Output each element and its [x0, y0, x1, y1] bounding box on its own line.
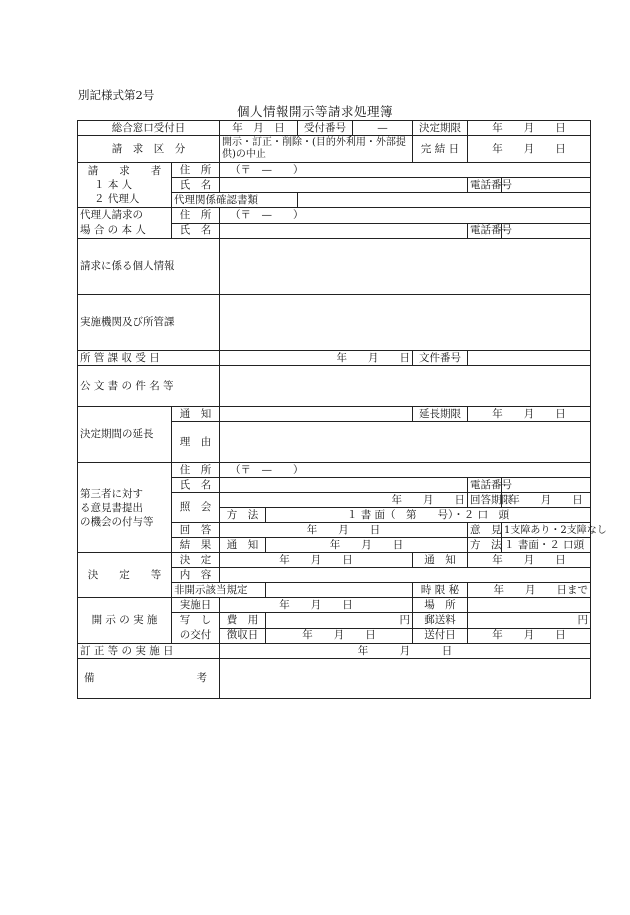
principal-label — [78, 208, 172, 239]
third-party-label-line1: 第三者に対す — [80, 487, 143, 500]
reply-deadline-date[interactable]: 年 月 日 — [502, 493, 591, 508]
request-type-options[interactable]: 開示・訂正・削除・(目的外利用・外部提供)の中止 — [220, 136, 413, 163]
collection-date-label: 徴収日 — [220, 628, 266, 644]
extension-reason-label: 理 由 — [172, 422, 220, 463]
reply-deadline-label: 回答期限 — [468, 493, 502, 508]
send-date-label: 送付日 — [413, 628, 468, 644]
fee-label: 費 用 — [220, 613, 266, 629]
decision-notice-date[interactable]: 年 月 日 — [468, 553, 591, 568]
third-party-label — [78, 463, 172, 553]
row-correction-date — [78, 644, 591, 659]
remarks-label — [78, 659, 220, 699]
requester-label — [78, 163, 172, 208]
personal-info-label: 請求に係る個人情報 — [78, 239, 220, 295]
personal-info-field[interactable] — [220, 239, 591, 295]
decision-date-label: 決 定 — [172, 553, 220, 568]
decision-deadline-field[interactable]: 年 月 日 — [468, 121, 591, 136]
remarks-field[interactable] — [220, 659, 591, 699]
extension-label: 決定期間の延長 — [78, 407, 172, 463]
row-decision — [78, 553, 591, 568]
requester-phone-field[interactable] — [502, 178, 591, 193]
requester-postal-code: （〒 — ） — [230, 163, 304, 176]
third-party-name-label: 氏 名 — [172, 478, 220, 493]
answer-label: 回 答 — [172, 523, 220, 538]
document-title: 個人情報開示等請求処理簿 — [236, 104, 393, 119]
third-party-address-label: 住 所 — [172, 463, 220, 478]
row-personal-info — [78, 239, 591, 295]
result-method-options[interactable]: １ 書面・２ 口頭 — [502, 538, 591, 553]
section-receipt-date[interactable]: 年 月 日 — [220, 351, 413, 366]
row-section-receipt — [78, 351, 591, 366]
result-notice-label: 通 知 — [220, 538, 266, 553]
exemption-label: 非開示該当規定 — [172, 583, 266, 598]
form-number: 別記様式第2号 — [78, 88, 155, 102]
reception-date-label: 総合窓口受付日 — [78, 121, 220, 136]
decision-deadline-label: 決定期限 — [413, 121, 468, 136]
disclosure-label: 開 示 の 実 施 — [78, 598, 172, 644]
extension-notice-label: 通 知 — [172, 407, 220, 422]
opinion-options[interactable]: 1支障あり・2支障なし — [502, 523, 591, 538]
extension-deadline-label: 延長期限 — [413, 407, 468, 422]
disclosure-place-label: 場 所 — [413, 598, 468, 613]
decision-date[interactable]: 年 月 日 — [220, 553, 413, 568]
requester-phone-label: 電話番号 — [468, 178, 502, 193]
extension-deadline-date[interactable]: 年 月 日 — [468, 407, 591, 422]
principal-label-line1: 代理人請求の — [80, 209, 143, 221]
completion-date-field[interactable]: 年 月 日 — [468, 136, 591, 163]
requester-address-label: 住 所 — [172, 163, 220, 178]
row-reception — [78, 121, 591, 136]
document-number-label: 文件番号 — [413, 351, 468, 366]
copy-delivery-label-line2: の交付 — [179, 629, 212, 641]
principal-address-field[interactable] — [220, 208, 591, 224]
decision-label: 決 定 等 — [78, 553, 172, 598]
inquiry-method-label: 方 法 — [220, 508, 266, 523]
agency-field[interactable] — [220, 295, 591, 351]
row-requester-address — [78, 163, 591, 178]
third-party-address-field[interactable] — [220, 463, 591, 478]
requester-label-main: 請 求 者 — [87, 165, 162, 177]
principal-postal-code: （〒 — ） — [230, 208, 304, 221]
requester-label-self: １ 本 人 — [94, 179, 133, 191]
correction-date[interactable]: 年 月 日 — [220, 644, 591, 659]
inquiry-label: 照 会 — [172, 493, 220, 523]
proxy-doc-field[interactable] — [298, 193, 591, 208]
remarks-label-char1: 備 — [84, 672, 95, 684]
postage-field[interactable]: 円 — [468, 613, 591, 629]
agency-label: 実施機関及び所管課 — [78, 295, 220, 351]
document-number-field[interactable] — [468, 351, 591, 366]
answer-date[interactable]: 年 月 日 — [220, 523, 468, 538]
row-third-party-address — [78, 463, 591, 478]
row-agency — [78, 295, 591, 351]
extension-notice-field[interactable] — [220, 407, 413, 422]
disclosure-date-label: 実施日 — [172, 598, 220, 613]
disclosure-place-field[interactable] — [468, 598, 591, 613]
document-subject-label: 公 文 書 の 件 名 等 — [78, 366, 220, 407]
request-type-label: 請 求 区 分 — [78, 136, 220, 163]
third-party-label-line3: の機会の付与等 — [80, 515, 154, 528]
disclosure-date[interactable]: 年 月 日 — [220, 598, 413, 613]
decision-notice-label: 通 知 — [413, 553, 468, 568]
reception-date-field[interactable]: 年 月 日 — [220, 121, 298, 136]
principal-phone-label: 電話番号 — [468, 223, 502, 239]
principal-name-label: 氏 名 — [172, 223, 220, 239]
remarks-label-inner — [80, 672, 217, 685]
principal-address-label: 住 所 — [172, 208, 220, 224]
result-notice-date[interactable]: 年 月 日 — [266, 538, 468, 553]
proxy-doc-label: 代理関係確認書類 — [172, 193, 298, 208]
third-party-phone-label: 電話番号 — [468, 478, 502, 493]
requester-address-field[interactable] — [220, 163, 591, 178]
row-request-type — [78, 136, 591, 163]
extension-reason-field[interactable] — [220, 422, 591, 463]
principal-name-field[interactable] — [220, 223, 468, 239]
requester-label-proxy: ２ 代理人 — [94, 193, 140, 205]
row-disclosure-date — [78, 598, 591, 613]
time-limit-date[interactable]: 年 月 日まで — [468, 583, 591, 598]
result-method-label: 方 法 — [468, 538, 502, 553]
completion-date-label: 完 結 日 — [413, 136, 468, 163]
decision-content-field[interactable] — [220, 568, 591, 583]
send-date[interactable]: 年 月 日 — [468, 628, 591, 644]
time-limit-label: 時 限 秘 — [413, 583, 468, 598]
inquiry-date[interactable]: 年 月 日 — [220, 493, 468, 508]
row-document-subject — [78, 366, 591, 407]
processing-register-table — [77, 120, 607, 699]
row-extension-notice — [78, 407, 591, 422]
decision-content-label: 内 容 — [172, 568, 220, 583]
third-party-name-field[interactable] — [220, 478, 468, 493]
opinion-label: 意 見 — [468, 523, 502, 538]
inquiry-method-options[interactable]: １ 書 面（ 第 号）・２ 口 頭 — [266, 508, 591, 523]
copy-delivery-label-line1: 写 し — [179, 614, 212, 626]
section-receipt-label: 所 管 課 収 受 日 — [78, 351, 220, 366]
correction-date-label: 訂 正 等 の 実 施 日 — [78, 644, 220, 659]
requester-name-field[interactable] — [220, 178, 468, 193]
principal-phone-field[interactable] — [502, 223, 591, 239]
copy-delivery-label — [172, 613, 220, 644]
collection-date[interactable]: 年 月 日 — [266, 628, 413, 644]
requester-name-label: 氏 名 — [172, 178, 220, 193]
reception-number-field[interactable]: — — [353, 121, 413, 136]
row-remarks — [78, 659, 591, 699]
exemption-field[interactable] — [266, 583, 413, 598]
fee-field[interactable]: 円 — [266, 613, 413, 629]
third-party-label-line2: る意見書提出 — [80, 501, 143, 514]
third-party-phone-field[interactable] — [502, 478, 591, 493]
row-principal-address — [78, 208, 591, 224]
third-party-postal-code: （〒 — ） — [230, 463, 304, 476]
principal-label-line2: 場 合 の 本 人 — [80, 224, 146, 236]
reception-number-label: 受付番号 — [298, 121, 353, 136]
result-label: 結 果 — [172, 538, 220, 553]
postage-label: 郵送料 — [413, 613, 468, 629]
document-subject-field[interactable] — [220, 366, 591, 407]
remarks-label-char2: 考 — [196, 672, 207, 684]
